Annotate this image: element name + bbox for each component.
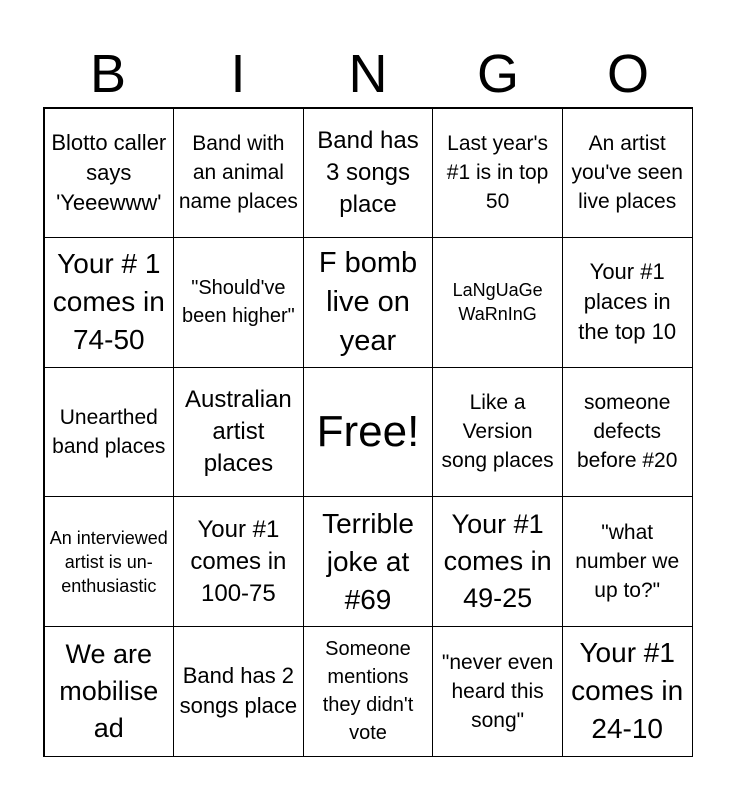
cell-text: Last year's #1 is in top 50 [446, 132, 549, 214]
bingo-cell[interactable] [44, 237, 175, 368]
cell-text: Band has 2 songs place [179, 663, 298, 719]
cell-text: We are mobilise ad [59, 638, 159, 743]
bingo-header [43, 44, 693, 104]
bingo-cell[interactable] [173, 626, 304, 757]
bingo-cell[interactable] [44, 367, 175, 498]
bingo-cell[interactable] [562, 237, 693, 368]
cell-text: Terrible joke at #69 [322, 507, 414, 615]
bingo-cell[interactable] [562, 626, 693, 757]
cell-text: An artist you've seen live places [571, 132, 683, 214]
bingo-cell[interactable] [173, 496, 304, 627]
cell-text: someone defects before #20 [576, 391, 678, 473]
cell-text: F bomb live on year [318, 246, 418, 357]
cell-text: Your #1 places in the top 10 [578, 259, 677, 345]
bingo-cell[interactable] [44, 108, 175, 239]
bingo-cell[interactable] [173, 367, 304, 498]
bingo-cell[interactable] [562, 108, 693, 239]
bingo-cell[interactable] [44, 496, 175, 627]
header-letter-n: N [348, 44, 388, 104]
free-space[interactable] [303, 367, 434, 498]
cell-text: An interviewed artist is un-enthusiastic [49, 527, 168, 596]
bingo-cell[interactable] [44, 626, 175, 757]
cell-text: Unearthed band places [52, 405, 166, 458]
cell-text: Your # 1 comes in 74-50 [52, 248, 165, 356]
bingo-cell[interactable] [173, 237, 304, 368]
header-letter-b: B [89, 44, 127, 104]
cell-text: Like a Version song places [441, 391, 554, 473]
bingo-cell[interactable] [303, 626, 434, 757]
bingo-cell[interactable] [562, 367, 693, 498]
bingo-cell[interactable] [432, 367, 563, 498]
cell-text: Band with an animal name places [178, 132, 298, 214]
bingo-board [43, 107, 693, 757]
bingo-cell[interactable] [303, 237, 434, 368]
header-letter-o: O [606, 44, 649, 104]
bingo-cell[interactable] [432, 626, 563, 757]
cell-text: Your #1 comes in 49-25 [443, 509, 552, 614]
cell-text: Free! [316, 406, 420, 456]
cell-text: Someone mentions they didn't vote [322, 638, 414, 745]
bingo-cell[interactable] [432, 108, 563, 239]
bingo-cell[interactable] [562, 496, 693, 627]
bingo-cell[interactable] [303, 108, 434, 239]
bingo-cell[interactable] [432, 496, 563, 627]
cell-text: Blotto caller says 'Yeeewww' [51, 129, 167, 215]
header-letter-i: I [230, 44, 246, 104]
cell-text: Your #1 comes in 24-10 [571, 637, 684, 745]
bingo-cell[interactable] [173, 108, 304, 239]
cell-text: "never even heard this song" [441, 650, 554, 732]
bingo-cell[interactable] [432, 237, 563, 368]
cell-text: LaNgUaGe WaRnInG [452, 280, 543, 325]
cell-text: Australian artist places [185, 385, 292, 477]
cell-text: "what number we up to?" [575, 521, 680, 603]
cell-text: Your #1 comes in 100-75 [190, 515, 287, 607]
bingo-cell[interactable] [303, 496, 434, 627]
cell-text: Band has 3 songs place [317, 126, 419, 218]
cell-text: "Should've been higher" [182, 277, 295, 328]
header-letter-g: G [476, 44, 519, 104]
